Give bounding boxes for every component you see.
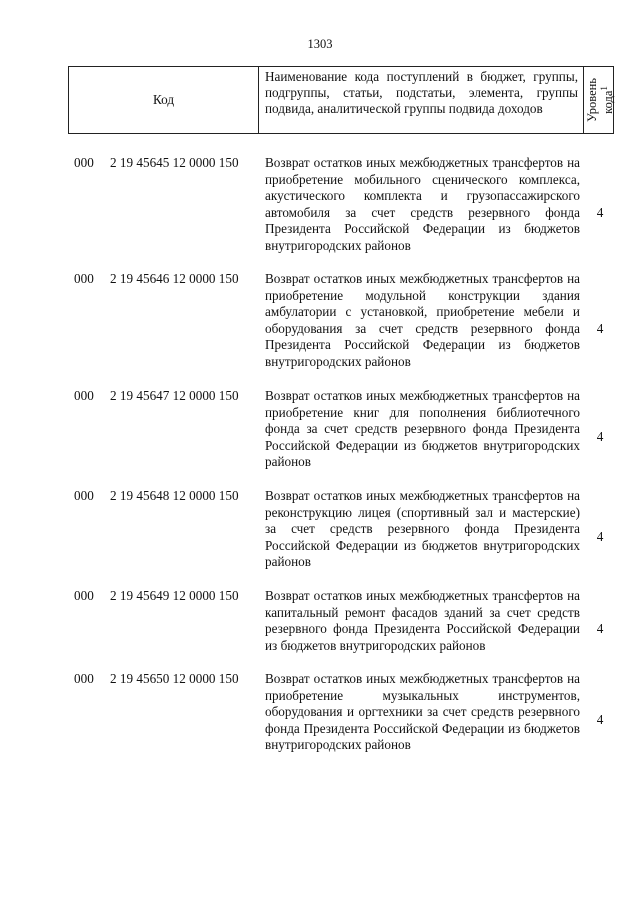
table-row [68,271,614,383]
row-level: 4 [596,321,604,336]
row-description: Возврат остатков иных межбюджетных трансфертов на реконструкцию лицея (спортивный зал и мастерские) за счет средств резервного фонда Президента Российской Федерации из бюджетов внутригородских районов [265,488,580,570]
header-level-line2-wrap [597,78,613,122]
row-prefix: 000 [74,588,94,603]
header-code: Код [69,67,259,133]
table-row [68,588,614,668]
header-level-label [585,78,613,122]
row-prefix: 000 [74,271,94,286]
row-prefix: 000 [74,388,94,403]
row-code: 2 19 45650 12 0000 150 [110,671,239,686]
row-level: 4 [596,712,604,727]
table-header [68,66,614,134]
header-level [583,67,615,133]
table-row [68,671,614,771]
row-description: Возврат остатков иных межбюджетных трансфертов на капитальный ремонт фасадов зданий за счет средств резервного фонда Президента Российской Федерации из бюджетов внутригородских районов [265,588,580,653]
row-level: 4 [596,529,604,544]
row-code: 2 19 45647 12 0000 150 [110,388,239,403]
row-code: 2 19 45648 12 0000 150 [110,488,239,503]
row-code: 2 19 45649 12 0000 150 [110,588,239,603]
row-prefix: 000 [74,488,94,503]
row-description: Возврат остатков иных межбюджетных трансфертов на приобретение музыкальных инструментов, оборудования и оргтехники за счет средств резервного фонда Президента Российской Федерации из бюджетов внутригородских районов [265,671,580,753]
row-description: Возврат остатков иных межбюджетных трансфертов на приобретение книг для пополнения библиотечного фонда за счет средств резервного фонда Президента Российской Федерации из бюджетов внутригородских районов [265,388,580,470]
row-prefix: 000 [74,155,94,170]
row-code: 2 19 45646 12 0000 150 [110,271,239,286]
row-description: Возврат остатков иных межбюджетных трансфертов на приобретение мобильного сценического комплекса, акустического комплекта и грузопассажирского автомобиля за счет средств резервного фонда Президента Российской Федерации из бюджетов внутригородских районов [265,155,580,253]
page-number: 1303 [307,37,333,51]
row-description: Возврат остатков иных межбюджетных трансфертов на приобретение модульной конструкции здания амбулатории с установкой, приобретение мебели и оборудования за счет средств резервного фонда Президента Российской Федерации из бюджетов внутригородских районов [265,271,580,369]
header-level-line1: Уровень [584,77,599,123]
row-level: 4 [596,205,604,220]
header-level-footnote: 1 [598,86,609,91]
row-code: 2 19 45645 12 0000 150 [110,155,239,170]
row-prefix: 000 [74,671,94,686]
row-level: 4 [596,429,604,444]
table-row [68,488,614,584]
header-level-line2: кода [600,90,615,114]
row-level: 4 [596,621,604,636]
table-row [68,388,614,484]
table-row [68,155,614,267]
header-name: Наименование кода поступлений в бюджет, группы, подгруппы, статьи, подстатьи, элемента, группы подвида, аналитической группы подвида доходов [265,69,578,116]
